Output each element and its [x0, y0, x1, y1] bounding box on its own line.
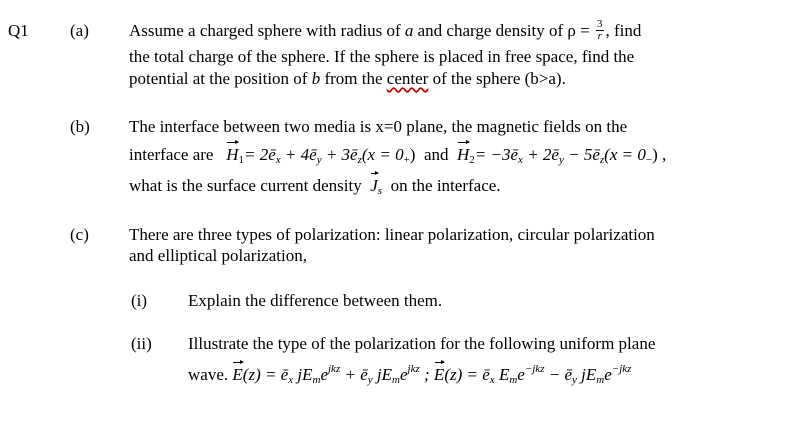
fraction-denominator: r	[597, 29, 602, 42]
equation: − 5ē	[563, 145, 600, 164]
text: wave.	[188, 365, 229, 384]
wave-equation: $E(z) = ē_x$ $jE_me^{jkz}$ + $ē_y$ $jE_me^{jkz}$ ; $E(z) = ē_x$ $E_me^{-jkz}$ − $ē_y$ $jE_me^{-jkz}$	[232, 363, 632, 386]
part-b-line-2: interface are $H_1=$ $2ē_x$ + $4ē_y$ + $3ē_z(x = 0_+)$ and $H_2=$ $-3ē_x$ + $2ē_y$ − $5ē_z(x = 0_-)$ ,	[129, 145, 667, 166]
var-b: b	[311, 69, 321, 88]
subpart-ii-text-1: Illustrate the type of the polarization for the following uniform plane	[188, 334, 656, 353]
subpart-i-text: Explain the difference between them.	[188, 291, 443, 310]
equation: + 3ē	[321, 145, 358, 164]
part-b-label: (b)	[70, 117, 90, 136]
text: , find	[605, 21, 642, 40]
equation: = −3ē	[474, 145, 519, 164]
text: on the interface.	[390, 176, 501, 195]
text: potential at the position of	[129, 69, 312, 88]
fraction	[596, 19, 604, 42]
text: of the sphere (b>a).	[428, 69, 566, 88]
spellcheck-word: center	[386, 69, 429, 88]
equation: + 4ē	[280, 145, 317, 164]
part-c-line-1: There are three types of polarization: linear polarization, circular polarization	[129, 225, 655, 244]
equation: )	[409, 145, 416, 164]
text: interface are	[129, 145, 214, 164]
part-a-line-3	[129, 68, 566, 90]
equation: = 2ē	[243, 145, 276, 164]
var-a: a	[404, 21, 414, 40]
part-b-line-1: The interface between two media is x=0 plane, the magnetic fields on the	[129, 117, 628, 136]
part-c-line-2: and elliptical polarization,	[129, 246, 307, 265]
vector-H: H	[226, 145, 239, 164]
fraction-numerator: 3	[597, 17, 603, 30]
part-a-line-1	[129, 17, 642, 44]
vector-J: J	[370, 176, 378, 195]
subpart-ii-label: (ii)	[131, 334, 152, 353]
text: Assume a charged sphere with radius of	[129, 21, 405, 40]
subpart-ii-text-2	[188, 358, 631, 391]
text: and charge density of ρ =	[413, 21, 594, 40]
text: what is the surface current density	[129, 176, 362, 195]
equation: (x = 0	[361, 145, 404, 164]
part-a-line-2: the total charge of the sphere. If the sphere is placed in free space, find the	[129, 47, 635, 66]
text: and	[423, 145, 449, 164]
equation: ) ,	[652, 145, 667, 164]
part-a-label: (a)	[70, 21, 89, 40]
vector-H: H	[457, 145, 470, 164]
part-c-label: (c)	[70, 225, 89, 244]
subpart-i-label: (i)	[131, 291, 148, 310]
equation: + 2ē	[522, 145, 559, 164]
equation: (x = 0	[604, 145, 646, 164]
text: from the	[320, 69, 387, 88]
question-number: Q1	[8, 21, 29, 40]
part-b-line-3: what is the surface current density $J_s$ on the interface.	[129, 176, 501, 197]
